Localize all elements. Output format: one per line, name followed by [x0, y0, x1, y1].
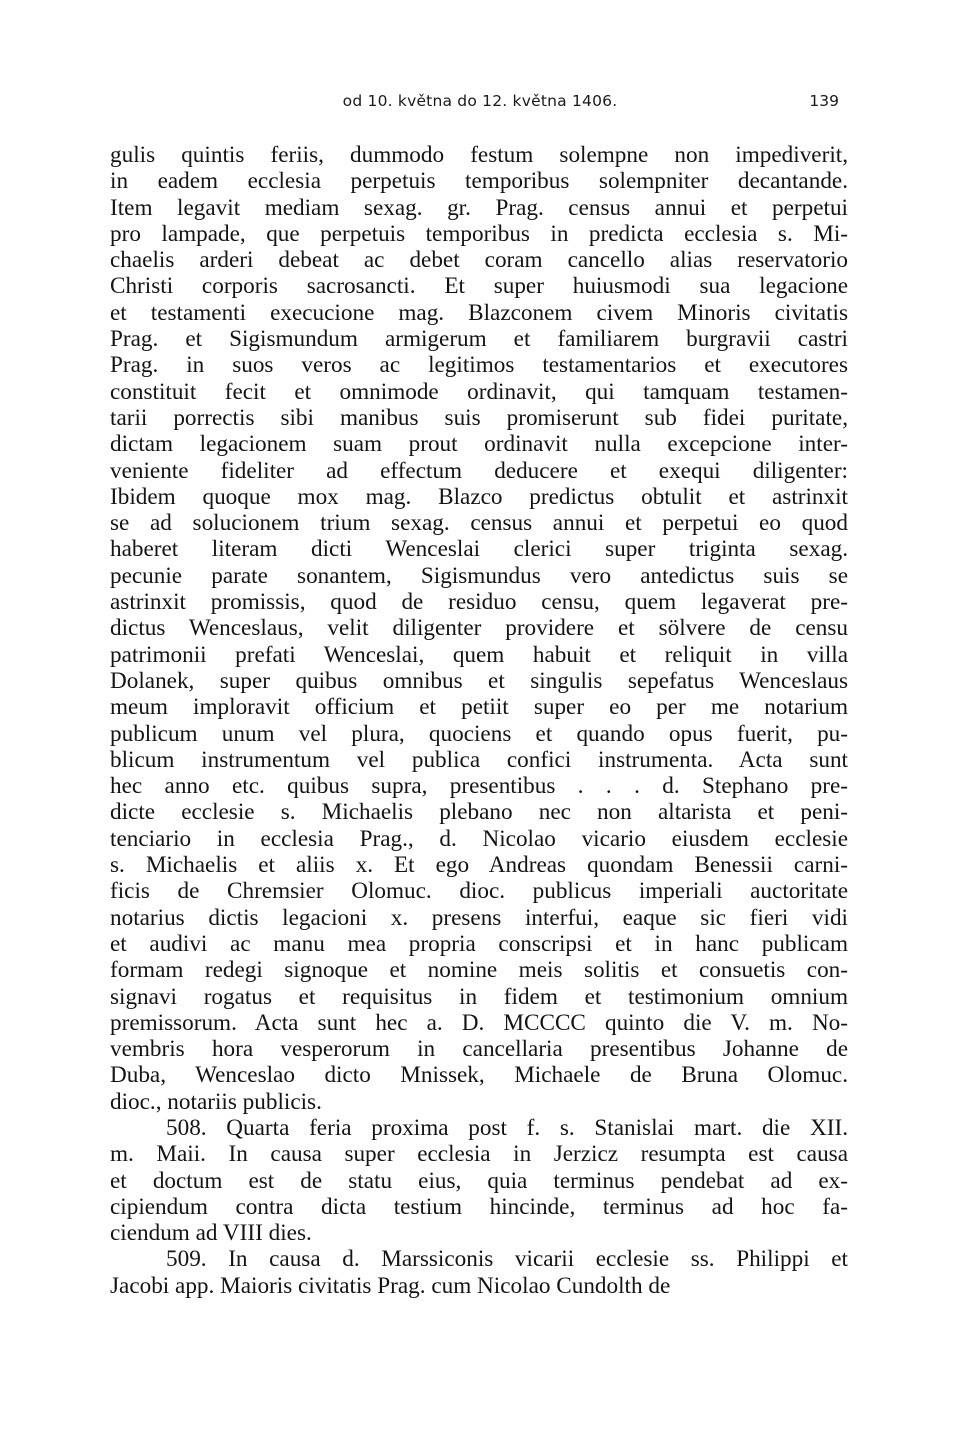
text-line: gulis quintis feriis, dummodo festum solempne non impediverit,	[110, 142, 848, 168]
text-line: 509. In causa d. Marssiconis vicarii ecclesie ss. Philippi et	[166, 1246, 848, 1273]
text-line: se ad solucionem trium sexag. census annui et perpetui eo quod	[110, 510, 848, 537]
text-line: Duba, Wenceslao dicto Mnissek, Michaele de Bruna Olomuc.	[110, 1062, 848, 1089]
text-line: veniente fideliter ad effectum deducere et exequi diligenter:	[110, 457, 848, 484]
text-line: Prag. et Sigismundum armigerum et familiarem burgravii castri	[110, 326, 848, 353]
text-line: haberet literam dicti Wenceslai clerici super triginta sexag.	[110, 536, 848, 563]
text-line: signavi rogatus et requisitus in fidem et testimonium omnium	[110, 983, 848, 1010]
text-line: ficis de Chremsier Olomuc. dioc. publicus imperiali auctoritate	[110, 878, 848, 905]
text-line: constituit fecit et omnimode ordinavit, qui tamquam testamen-	[110, 378, 848, 405]
text-line: formam redegi signoque et nomine meis solitis et consuetis con-	[110, 957, 848, 984]
page-number: 139	[809, 92, 839, 110]
text-line: s. Michaelis et aliis x. Et ego Andreas quondam Benessii carni-	[110, 852, 848, 879]
text-line: premissorum. Acta sunt hec a. D. MCCCC quinto die V. m. No-	[110, 1009, 848, 1036]
text-line: 508. Quarta feria proxima post f. s. Stanislai mart. die XII.	[166, 1114, 848, 1141]
text-line: cipiendum contra dicta testium hincinde, terminus ad hoc fa-	[110, 1193, 848, 1220]
text-line: dictam legacionem suam prout ordinavit nulla excepcione inter-	[110, 431, 848, 458]
text-line: Christi corporis sacrosancti. Et super huiusmodi sua legacione	[110, 273, 848, 300]
text-line: dicte ecclesie s. Michaelis plebano nec non altarista et peni-	[110, 799, 848, 826]
text-line: ciendum ad VIII dies.	[110, 1220, 312, 1247]
text-line: publicum unum vel plura, quociens et quando opus fuerit, pu-	[110, 720, 848, 747]
text-line: Item legavit mediam sexag. gr. Prag. census annui et perpetui	[110, 194, 848, 221]
text-line: Prag. in suos veros ac legitimos testamentarios et executores	[110, 352, 848, 379]
text-line: Dolanek, super quibus omnibus et singulis sepefatus Wenceslaus	[110, 667, 848, 694]
text-line: tenciario in ecclesia Prag., d. Nicolao vicario eiusdem ecclesie	[110, 825, 848, 852]
running-head	[0, 92, 960, 116]
text-line: astrinxit promissis, quod de residuo censu, quem legaverat pre-	[110, 589, 848, 616]
text-line: m. Maii. In causa super ecclesia in Jerzicz resumpta est causa	[110, 1141, 848, 1168]
text-line: tarii porrectis sibi manibus suis promiserunt sub fidei puritate,	[110, 404, 848, 431]
body-text	[110, 142, 848, 1299]
text-line: vembris hora vesperorum in cancellaria presentibus Johanne de	[110, 1036, 848, 1063]
text-line: in eadem ecclesia perpetuis temporibus solempniter decantande.	[110, 168, 848, 195]
text-line: Ibidem quoque mox mag. Blazco predictus obtulit et astrinxit	[110, 483, 848, 510]
text-line: meum imploravit officium et petiit super eo per me notarium	[110, 694, 848, 721]
text-line: dioc., notariis publicis.	[110, 1088, 322, 1115]
text-line: chaelis arderi debeat ac debet coram cancello alias reservatorio	[110, 247, 848, 274]
text-line: notarius dictis legacioni x. presens interfui, eaque sic fieri vidi	[110, 904, 848, 931]
text-line: et doctum est de statu eius, quia terminus pendebat ad ex-	[110, 1167, 848, 1194]
text-line: pro lampade, que perpetuis temporibus in predicta ecclesia s. Mi-	[110, 220, 848, 247]
text-line: dictus Wenceslaus, velit diligenter providere et sölvere de censu	[110, 615, 848, 642]
text-line: et audivi ac manu mea propria conscripsi et in hanc publicam	[110, 930, 848, 957]
running-title: od 10. května do 12. května 1406.	[342, 92, 618, 110]
text-line: hec anno etc. quibus supra, presentibus . . . d. Stephano pre-	[110, 773, 848, 800]
text-line: et testamenti execucione mag. Blazconem civem Minoris civitatis	[110, 299, 848, 326]
text-line: pecunie parate sonantem, Sigismundus vero antedictus suis se	[110, 562, 848, 589]
text-line: patrimonii prefati Wenceslai, quem habuit et reliquit in villa	[110, 641, 848, 668]
text-line: blicum instrumentum vel publica confici instrumenta. Acta sunt	[110, 746, 848, 773]
text-line: Jacobi app. Maioris civitatis Prag. cum Nicolao Cundolth de	[110, 1272, 671, 1299]
